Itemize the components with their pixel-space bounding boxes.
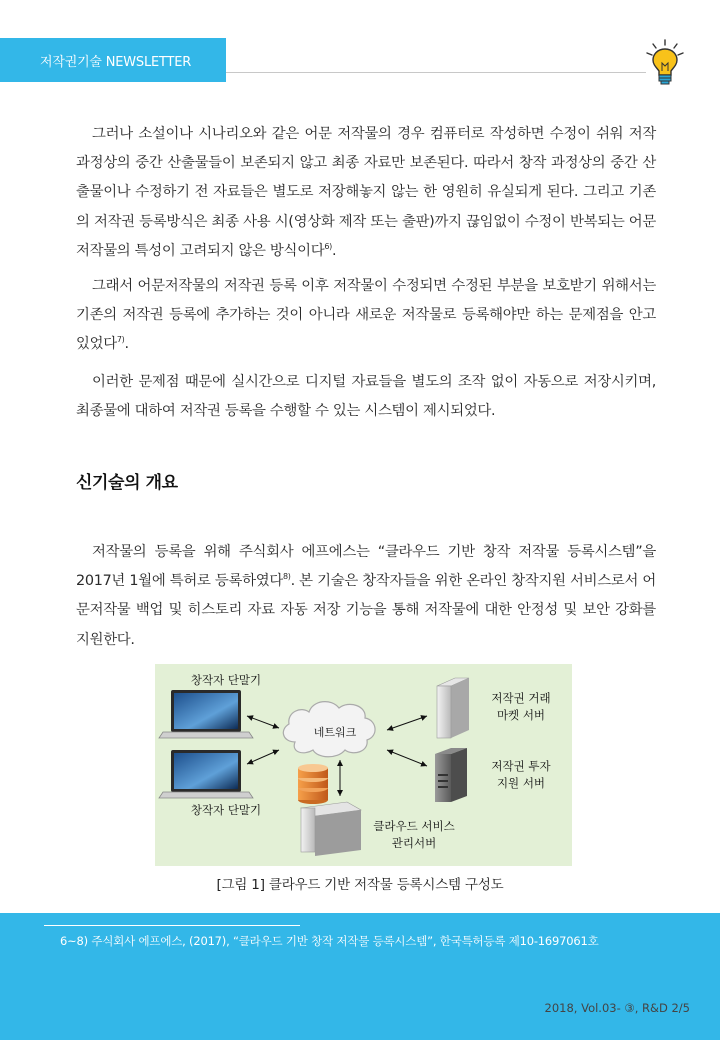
footnote-ref: 7) bbox=[116, 335, 125, 345]
section-title: 신기술의 개요 bbox=[76, 473, 178, 493]
network-label: 네트워크 bbox=[313, 726, 357, 739]
body-paragraph-2 bbox=[76, 272, 656, 360]
lightbulb-icon bbox=[644, 38, 686, 86]
creator-terminal-label-bottom: 창작자 단말기 bbox=[190, 803, 262, 817]
footnote-text: 6~8) 주식회사 에프에스, (2017), “클라우드 기반 창작 저작물 등록시스템”, 한국특허등록 제10-1697061호 bbox=[60, 934, 599, 948]
investment-server-label bbox=[473, 758, 569, 792]
market-server-label bbox=[473, 690, 569, 724]
investment-server-label-line2: 지원 서버 bbox=[496, 776, 546, 790]
body-paragraph-3 bbox=[76, 368, 656, 426]
footnote-ref: 6) bbox=[324, 242, 332, 252]
cloud-server-label-line1: 클라우드 서비스 bbox=[373, 819, 455, 833]
paragraph-tail: . 본 기술은 창작자들을 위한 온라인 창작지원 서비스로서 어문저작물 백업 및 히스토리 자료 자동 저장 기능을 통해 저작물에 대한 안정성 및 보안 강화를 지원한다. bbox=[76, 573, 657, 648]
figure-caption: [그림 1] 클라우드 기반 저작물 등록시스템 구성도 bbox=[216, 877, 504, 893]
creator-terminal-label-top: 창작자 단말기 bbox=[190, 673, 262, 687]
body-paragraph-1 bbox=[76, 120, 656, 266]
page-info: 2018, Vol.03- ③, R&D 2/5 bbox=[544, 1001, 690, 1015]
paragraph-tail: . bbox=[124, 336, 129, 353]
paragraph-text: 이러한 문제점 때문에 실시간으로 디지털 자료들을 별도의 조작 없이 자동으로 저장시키며, 최종물에 대하여 저작권 등록을 수행할 수 있는 시스템이 제시되었다. bbox=[76, 374, 656, 420]
paragraph-text: 그러나 소설이나 시나리오와 같은 어문 저작물의 경우 컴퓨터로 작성하면 수정이 쉬워 저작 과정상의 중간 산출물들이 보존되지 않고 최종 자료만 보존된다. 따라서 창작 과정상의 중간 산출물이나 수정하기 전 자료들은 별도로 저장해놓지 않는 한 영원히 유실되게 된다. 그리고 기존의 저작권 등록방식은 최종 사용 시(영상화 제작 또는 출판)까지 끊임없이 수정이 반복되는 어문저작물의 특성이 고려되지 않은 방식이다 bbox=[76, 126, 656, 259]
market-server-icon bbox=[437, 678, 469, 738]
cloud-management-server-icon bbox=[298, 764, 361, 856]
laptop-icon-bottom bbox=[159, 750, 253, 798]
investment-server-icon bbox=[435, 748, 467, 802]
cloud-server-label bbox=[359, 818, 469, 852]
laptop-icon-top bbox=[159, 690, 253, 738]
header-divider bbox=[226, 72, 646, 73]
footnote-ref: 8) bbox=[282, 572, 291, 582]
page-footer bbox=[0, 913, 720, 1040]
newsletter-title: 저작권기술 NEWSLETTER bbox=[40, 54, 192, 70]
investment-server-label-line1: 저작권 투자 bbox=[491, 759, 551, 773]
system-diagram bbox=[155, 664, 572, 866]
paragraph-tail: . bbox=[331, 242, 337, 259]
overview-paragraph bbox=[76, 538, 656, 655]
newsletter-header-tab bbox=[0, 38, 226, 82]
market-server-label-line2: 마켓 서버 bbox=[496, 708, 546, 722]
market-server-label-line1: 저작권 거래 bbox=[491, 691, 551, 705]
paragraph-text: 저작물의 등록을 위해 주식회사 에프에스는 “클라우드 기반 창작 저작물 등록시스템”을 2017년 1월에 특허로 등록하였다 bbox=[76, 544, 656, 590]
paragraph-text: 그래서 어문저작물의 저작권 등록 이후 저작물이 수정되면 수정된 부분을 보호받기 위해서는 기존의 저작권 등록에 추가하는 것이 아니라 새로운 저작물로 등록해야만 하는 문제점을 안고 있었다 bbox=[76, 278, 656, 353]
footnote-divider bbox=[44, 925, 300, 926]
cloud-server-label-line2: 관리서버 bbox=[391, 836, 437, 850]
